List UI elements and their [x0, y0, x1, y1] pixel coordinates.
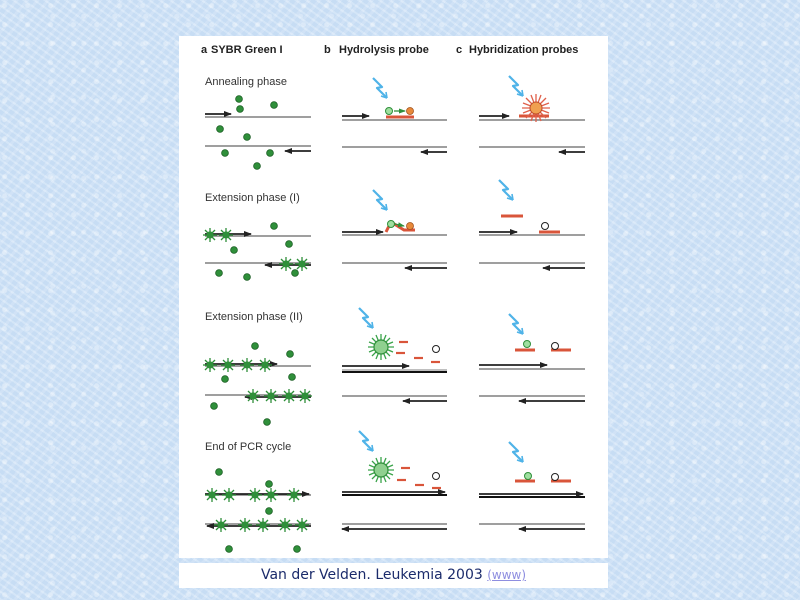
pcr-probe-figure	[179, 36, 608, 558]
hydrolysis-end-panel	[342, 431, 447, 529]
svg-text:SYBR Green I: SYBR Green I	[211, 44, 283, 56]
sybr-extension2-panel	[203, 343, 312, 426]
column-header-c	[456, 44, 578, 56]
phase-label-annealing: Annealing phase	[205, 76, 287, 88]
phase-label-end-cycle: End of PCR cycle	[205, 441, 292, 453]
phase-label-extension-1: Extension phase (I)	[205, 192, 300, 204]
svg-text:c: c	[456, 44, 463, 56]
caption-text: Van der Velden. Leukemia 2003	[260, 567, 483, 583]
hybridization-extension2-panel	[479, 314, 585, 401]
svg-text:b: b	[324, 44, 331, 56]
hybridization-end-panel	[479, 442, 585, 529]
hydrolysis-extension2-panel	[342, 308, 447, 401]
sybr-free-dye	[217, 96, 278, 170]
svg-text:Hydrolysis probe: Hydrolysis probe	[339, 44, 429, 56]
sybr-extension1-panel	[203, 223, 311, 281]
hydrolysis-annealing-panel	[342, 78, 447, 152]
hybridization-annealing-panel	[479, 76, 585, 152]
hybridization-extension1-panel	[479, 180, 585, 268]
svg-text:Hybridization probes: Hybridization probes	[469, 44, 579, 56]
column-header-b	[324, 44, 429, 56]
phase-label-extension-2: Extension phase (II)	[205, 311, 303, 323]
column-header-a	[201, 44, 283, 56]
hydrolysis-extension1-panel	[342, 190, 447, 268]
sybr-end-panel	[205, 469, 311, 553]
svg-text:a: a	[201, 44, 208, 56]
www-link[interactable]: (www)	[487, 568, 527, 582]
caption	[179, 563, 608, 588]
